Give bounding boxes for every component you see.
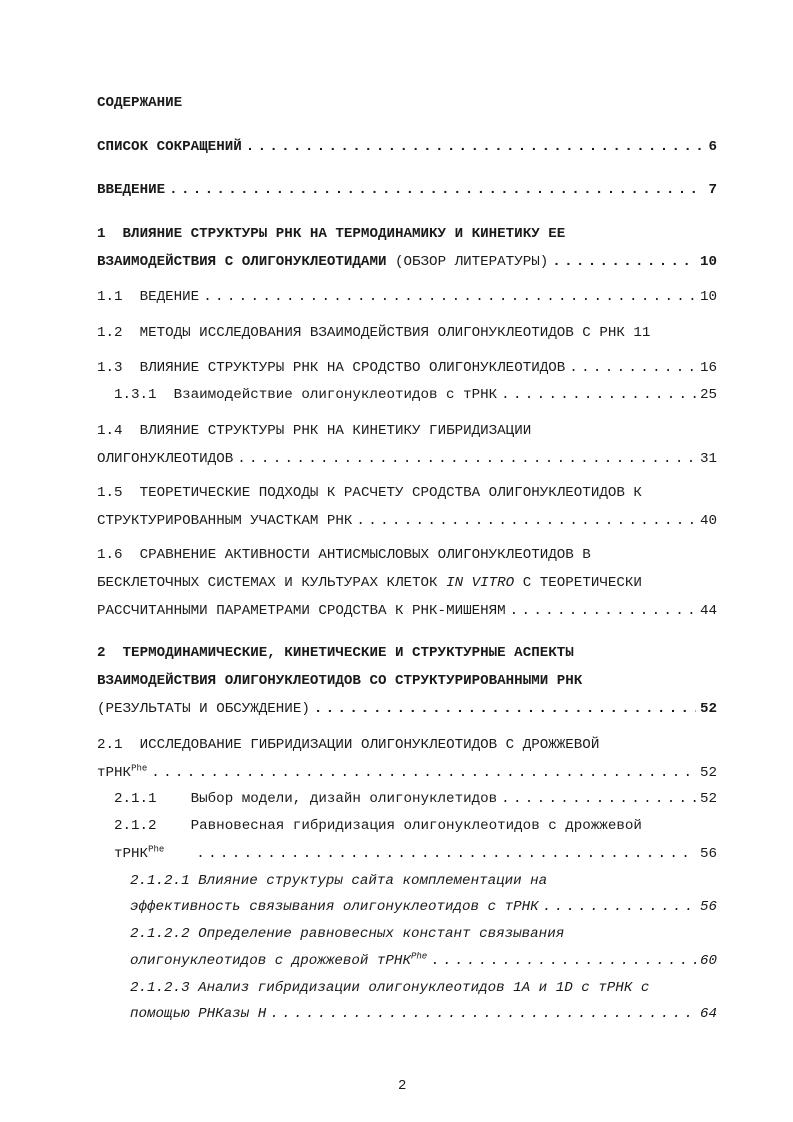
toc-entry-2-1-2-line1[interactable] [114,817,717,835]
toc-entry-2-1-line1[interactable] [97,736,717,754]
chapter-title: ТЕРМОДИНАМИЧЕСКИЕ, КИНЕТИЧЕСКИЕ И СТРУКТУРНЫЕ АСПЕКТЫ [122,645,574,661]
toc-page: 60 [699,953,717,969]
toc-page: 10 [699,254,717,270]
toc-label-cont: БЕСКЛЕТОЧНЫХ СИСТЕМАХ И КУЛЬТУРАХ КЛЕТОК [97,575,438,591]
toc-entry-1-3[interactable] [97,359,717,377]
toc-entry-1-4-line1[interactable] [97,422,717,440]
toc-page: 31 [699,451,717,467]
toc-label: ВВЕДЕНИЕ [97,182,166,198]
toc-page: 40 [699,513,717,529]
toc-label: ВЛИЯНИЕ СТРУКТУРЫ РНК НА КИНЕТИКУ ГИБРИДИЗАЦИИ [139,423,532,439]
section-number: 1.1 [97,289,123,305]
section-number: 1.3.1 [114,387,157,403]
page-number: 2 [398,1078,407,1094]
toc-entry-2-1-2-line2[interactable] [114,845,717,863]
chapter-title-cont: ВЗАИМОДЕЙСТВИЯ ОЛИГОНУКЛЕОТИДОВ СО СТРУКТУРИРОВАННЫМИ РНК [97,673,583,689]
toc-label-cont: эффективность связывания олигонуклеотидов с тРНК [130,899,539,915]
toc-label-cont: ОЛИГОНУКЛЕОТИДОВ [97,451,234,467]
section-number: 1.4 [97,423,123,439]
toc-label-cont: тРНК [114,846,149,862]
toc-label: Равновесная гибридизация олигонуклеотидов с дрожжевой [190,818,642,834]
toc-entry-2-1-2-3-line1[interactable] [130,979,717,997]
toc-label-cont: РАССЧИТАННЫМИ ПАРАМЕТРАМИ СРОДСТВА К РНК-МИШЕНЯМ [97,603,506,619]
toc-page: 52 [699,701,717,717]
toc-entry-1-3-1[interactable] [114,386,717,404]
toc-page: 16 [699,360,717,376]
toc-label: Анализ гибридизации олигонуклеотидов 1А и 1D с тРНК с [198,980,650,996]
chapter-number: 1 [97,226,106,242]
section-number: 2.1.1 [114,791,157,807]
section-number: 1.2 [97,325,123,341]
toc-label-cont: олигонуклеотидов с дрожжевой тРНК [130,953,411,969]
toc-page: 52 [699,765,717,781]
toc-label-cont: тРНК [97,765,132,781]
toc-label: ВЕДЕНИЕ [139,289,200,305]
chapter-title: ВЛИЯНИЕ СТРУКТУРЫ РНК НА ТЕРМОДИНАМИКУ И КИНЕТИКУ ЕЕ [122,226,566,242]
superscript: Phe [148,844,165,855]
toc-entry-1-1[interactable] [97,288,717,306]
toc-label: МЕТОДЫ ИССЛЕДОВАНИЯ ВЗАИМОДЕЙСТВИЯ ОЛИГОНУКЛЕОТИДОВ С РНК [139,325,625,341]
toc-page: 10 [699,289,717,305]
toc-chapter-1-line2[interactable] [97,253,717,271]
toc-chapter-2-line2[interactable] [97,672,717,690]
toc-entry-1-6-line2[interactable] [97,574,717,592]
section-number: 2.1.2.1 [130,873,190,889]
section-number: 1.6 [97,547,123,563]
toc-page: 11 [633,325,651,341]
toc-label: Взаимодействие олигонуклеотидов с тРНК [173,387,498,403]
toc-chapter-2-line3[interactable] [97,700,717,718]
toc-entry-2-1-2-1-line2[interactable] [130,898,717,916]
section-number: 2.1.2.3 [130,980,190,996]
toc-label: Определение равновесных констант связывания [198,926,565,942]
toc-page: 6 [708,139,717,155]
toc-label-cont2: С ТЕОРЕТИЧЕСКИ [522,575,642,591]
toc-entry-abbreviations[interactable] [97,138,717,156]
toc-chapter-2-line1[interactable] [97,644,717,662]
toc-label-cont: СТРУКТУРИРОВАННЫМ УЧАСТКАМ РНК [97,513,353,529]
toc-chapter-1-line1[interactable] [97,225,717,243]
toc-entry-introduction[interactable] [97,181,717,199]
chapter-number: 2 [97,645,106,661]
section-number: 2.1 [97,737,123,753]
chapter-title-cont: ВЗАИМОДЕЙСТВИЯ С ОЛИГОНУКЛЕОТИДАМИ [97,254,387,270]
toc-page: 7 [708,182,717,198]
chapter-subtitle: (ОБЗОР ЛИТЕРАТУРЫ) [395,254,549,270]
section-number: 1.3 [97,360,123,376]
toc-entry-1-6-line3[interactable] [97,602,717,620]
toc-page: 56 [699,899,717,915]
toc-entry-1-2[interactable] [97,324,717,342]
chapter-subtitle: (РЕЗУЛЬТАТЫ И ОБСУЖДЕНИЕ) [97,701,310,717]
toc-entry-2-1-2-2-line2[interactable] [130,952,717,970]
toc-label: СРАВНЕНИЕ АКТИВНОСТИ АНТИСМЫСЛОВЫХ ОЛИГОНУКЛЕОТИДОВ В [139,547,591,563]
toc-entry-1-4-line2[interactable] [97,450,717,468]
toc-entry-2-1-line2[interactable] [97,764,717,782]
toc-label: ИССЛЕДОВАНИЕ ГИБРИДИЗАЦИИ ОЛИГОНУКЛЕОТИДОВ С ДРОЖЖЕВОЙ [139,737,600,753]
toc-label: Выбор модели, дизайн олигонуклетидов [190,791,498,807]
toc-entry-1-5-line1[interactable] [97,484,717,502]
toc-label-cont: помощью РНКазы Н [130,1006,267,1022]
section-number: 2.1.2 [114,818,157,834]
toc-page: 44 [699,603,717,619]
toc-page: 64 [699,1006,717,1022]
superscript: Phe [131,763,148,774]
toc-label: ТЕОРЕТИЧЕСКИЕ ПОДХОДЫ К РАСЧЕТУ СРОДСТВА ОЛИГОНУКЛЕОТИДОВ К [139,485,642,501]
superscript: Phe [410,951,428,962]
toc-label: ВЛИЯНИЕ СТРУКТУРЫ РНК НА СРОДСТВО ОЛИГОНУКЛЕОТИДОВ [139,360,566,376]
toc-entry-2-1-1[interactable] [114,790,717,808]
toc-label: Влияние структуры сайта комплементации на [198,873,548,889]
toc-entry-2-1-2-3-line2[interactable] [130,1005,717,1023]
page-title: СОДЕРЖАНИЕ [97,95,183,111]
toc-page: 52 [699,791,717,807]
toc-entry-2-1-2-2-line1[interactable] [130,925,717,943]
toc-label: СПИСОК СОКРАЩЕНИЙ [97,139,242,155]
toc-entry-1-5-line2[interactable] [97,512,717,530]
toc-label-italic: IN VITRO [446,575,515,591]
section-number: 2.1.2.2 [130,926,190,942]
toc-entry-2-1-2-1-line1[interactable] [130,872,717,890]
toc-entry-1-6-line1[interactable] [97,546,717,564]
toc-page: 25 [699,387,717,403]
toc-page: 56 [699,846,717,862]
section-number: 1.5 [97,485,123,501]
